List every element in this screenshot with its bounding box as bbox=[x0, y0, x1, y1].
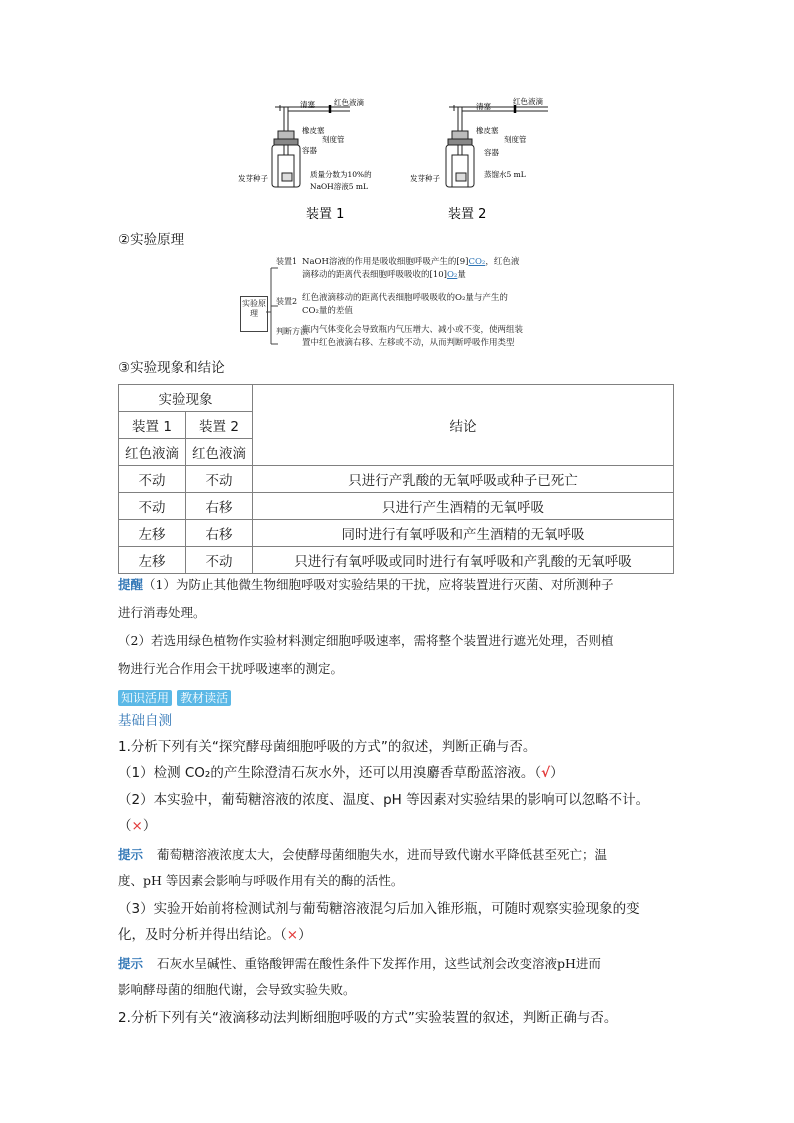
row1-device1: 不动 bbox=[119, 466, 186, 493]
hint-2a-text: 葡萄糖溶液浓度太大，会使酵母菌细胞失水，进而导致代谢水平降低甚至死亡；温 bbox=[157, 847, 608, 862]
principle-heading: ②实验原理 bbox=[118, 232, 185, 248]
blank-10: O₂ bbox=[446, 270, 458, 280]
row1-device2: 不动 bbox=[186, 466, 253, 493]
branch-2-line1: 红色液滴移动的距离代表细胞呼吸吸收的O₂量与产生的 bbox=[302, 293, 508, 303]
item-2: （2）本实验中，葡萄糖溶液的浓度、温度、pH 等因素对实验结果的影响可以忽略不计。 bbox=[118, 792, 650, 808]
question-2: 2.分析下列有关“液滴移动法判断细胞呼吸的方式”实验装置的叙述，判断正确与否。 bbox=[118, 1010, 618, 1026]
reminder-p2b: 物进行光合作用会干扰呼吸速率的测定。 bbox=[118, 661, 344, 676]
item-3-end: ） bbox=[298, 927, 312, 943]
header-droplet2: 红色液滴 bbox=[186, 439, 253, 466]
header-phenomenon: 实验现象 bbox=[119, 385, 253, 412]
check-mark: √ bbox=[541, 765, 551, 781]
table-row bbox=[119, 493, 674, 520]
item-3b-text: 化，及时分析并得出结论。（ bbox=[118, 927, 287, 943]
section-tags bbox=[118, 687, 231, 706]
row2-conclusion: 只进行产生酒精的无氧呼吸 bbox=[253, 493, 674, 520]
results-table bbox=[118, 384, 674, 574]
d2-label-tube: 刻度管 bbox=[504, 135, 527, 144]
reminder-p1a bbox=[118, 575, 678, 595]
cross-mark: × bbox=[286, 927, 299, 943]
hint-2a bbox=[118, 845, 678, 865]
item-2-answer bbox=[118, 816, 156, 836]
device-1-caption: 装置 1 bbox=[306, 207, 345, 222]
branch-1-line1b: ，红色液 bbox=[485, 257, 520, 267]
hint-label: 提示 bbox=[118, 847, 144, 862]
tag-textbook: 教材读活 bbox=[177, 690, 231, 706]
row2-device1: 不动 bbox=[119, 493, 186, 520]
d2-label-water: 蒸馏水5 mL bbox=[484, 170, 526, 179]
hint-3a bbox=[118, 954, 678, 974]
selftest-heading: 基础自测 bbox=[118, 713, 172, 729]
principle-root-box bbox=[240, 296, 268, 332]
d2-label-stopper: 清塞 bbox=[476, 102, 491, 111]
item-1-text: （1）检测 CO₂的产生除澄清石灰水外，还可以用溴麝香草酚蓝溶液。（ bbox=[118, 765, 542, 781]
d1-label-naoh-1: 质量分数为10%的 bbox=[310, 170, 372, 179]
item-3a: （3）实验开始前将检测试剂与葡萄糖溶液混匀后加入锥形瓶，可随时观察实验现象的变 bbox=[118, 901, 640, 917]
row3-device1: 左移 bbox=[119, 520, 186, 547]
principle-diagram bbox=[240, 256, 560, 352]
item-1 bbox=[118, 763, 564, 783]
branch-text-2 bbox=[302, 292, 562, 318]
hint-3a-text: 石灰水呈碱性、重铬酸钾需在酸性条件下发挥作用，这些试剂会改变溶液pH进而 bbox=[157, 956, 601, 971]
branch-3-line1: 瓶内气体变化会导致瓶内气压增大、减小或不变，使两组装 bbox=[302, 325, 524, 335]
row3-device2: 右移 bbox=[186, 520, 253, 547]
reminder-label: 提醒 bbox=[118, 577, 144, 592]
branch-text-1 bbox=[302, 256, 562, 282]
principle-root: 实验原理 bbox=[242, 299, 266, 318]
row4-device2: 不动 bbox=[186, 547, 253, 574]
d2-label-container: 容器 bbox=[484, 148, 499, 157]
apparatus-diagram bbox=[230, 95, 570, 225]
row1-conclusion: 只进行产乳酸的无氧呼吸或种子已死亡 bbox=[253, 466, 674, 493]
row3-conclusion: 同时进行有氧呼吸和产生酒精的无氧呼吸 bbox=[253, 520, 674, 547]
table-row bbox=[119, 547, 674, 574]
header-device2: 装置 2 bbox=[186, 412, 253, 439]
row4-device1: 左移 bbox=[119, 547, 186, 574]
header-conclusion: 结论 bbox=[253, 385, 674, 466]
question-1: 1.分析下列有关“探究酵母菌细胞呼吸的方式”的叙述，判断正确与否。 bbox=[118, 739, 537, 755]
header-droplet1: 红色液滴 bbox=[119, 439, 186, 466]
table-row bbox=[119, 520, 674, 547]
branch-1-line2: 滴移动的距离代表细胞呼吸吸收的[10] bbox=[302, 270, 447, 280]
blank-9: CO₂ bbox=[468, 257, 486, 267]
cross-mark: × bbox=[131, 818, 143, 834]
hint-2b: 度、pH 等因素会影响与呼吸作用有关的酶的活性。 bbox=[118, 873, 404, 888]
tag-knowledge: 知识活用 bbox=[118, 690, 172, 706]
branch-1-line2b: 量 bbox=[457, 270, 466, 280]
header-device1: 装置 1 bbox=[119, 412, 186, 439]
branch-text-3 bbox=[302, 324, 562, 350]
item-1-end: ） bbox=[550, 765, 564, 781]
results-heading: ③实验现象和结论 bbox=[118, 360, 225, 376]
d1-label-naoh-2: NaOH溶液5 mL bbox=[310, 182, 368, 191]
d1-label-droplet: 红色液滴 bbox=[334, 98, 364, 107]
branch-1-line1: NaOH溶液的作用是吸收细胞呼吸产生的[9] bbox=[302, 257, 469, 267]
d1-label-seeds: 发芽种子 bbox=[238, 174, 268, 183]
d2-label-rubber: 橡皮塞 bbox=[476, 126, 499, 135]
item-2-end: ） bbox=[142, 818, 157, 834]
d1-label-tube: 刻度管 bbox=[322, 135, 345, 144]
branch-2-line2: CO₂量的差值 bbox=[302, 306, 353, 316]
d2-label-seeds: 发芽种子 bbox=[410, 174, 440, 183]
table-row bbox=[119, 466, 674, 493]
d1-label-container: 容器 bbox=[302, 146, 317, 155]
d2-label-droplet: 红色液滴 bbox=[513, 97, 543, 106]
branch-key-2: 装置2 bbox=[276, 297, 298, 306]
row2-device2: 右移 bbox=[186, 493, 253, 520]
hint-3b: 影响酵母菌的细胞代谢，会导致实验失败。 bbox=[118, 982, 356, 997]
row4-conclusion: 只进行有氧呼吸或同时进行有氧呼吸和产乳酸的无氧呼吸 bbox=[253, 547, 674, 574]
branch-key-1: 装置1 bbox=[276, 257, 298, 266]
item-3b bbox=[118, 925, 312, 945]
d1-label-rubber: 橡皮塞 bbox=[302, 126, 325, 135]
device-2-caption: 装置 2 bbox=[448, 207, 487, 222]
reminder-p2a: （2）若选用绿色植物作实验材料测定细胞呼吸速率，需将整个装置进行遮光处理，否则植 bbox=[118, 633, 614, 648]
d1-label-stopper: 清塞 bbox=[300, 100, 315, 109]
item-2-open: （ bbox=[118, 818, 132, 834]
reminder-text-1a: （1）为防止其他微生物细胞呼吸对实验结果的干扰，应将装置进行灭菌、对所测种子 bbox=[143, 577, 614, 592]
branch-3-line2: 置中红色液滴右移、左移或不动，从而判断呼吸作用类型 bbox=[302, 338, 515, 348]
branch-key-3: 判断方法 bbox=[276, 327, 308, 336]
hint-label: 提示 bbox=[118, 956, 144, 971]
reminder-p1b: 进行消毒处理。 bbox=[118, 605, 206, 620]
